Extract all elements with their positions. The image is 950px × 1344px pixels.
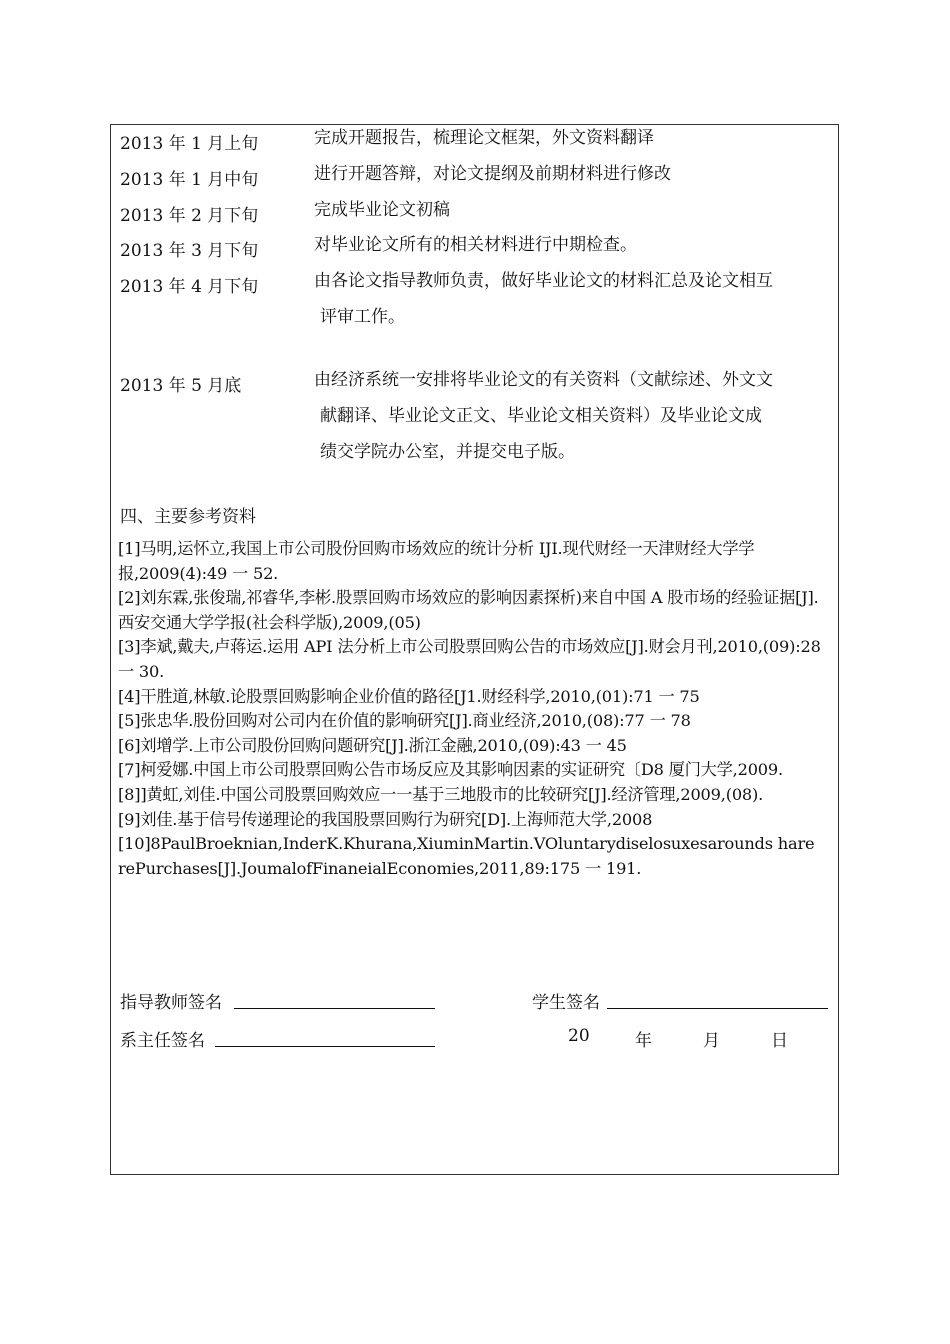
year-label: 年 — [635, 1031, 652, 1051]
task-line: 完成毕业论文初稿 — [314, 200, 450, 220]
schedule-task — [314, 362, 834, 470]
reference-item: [10]8PaulBroeknian,InderK.Khurana,XiuminMartin.VOluntarydiselosuxesarounds hare rePurchases[J].JoumalofFinaneialEconomies,2011,89:175 一 191. — [118, 834, 815, 878]
director-signature-line[interactable] — [215, 1046, 435, 1047]
director-signature-label: 系主任签名 — [120, 1031, 205, 1051]
schedule-date: 2013 年 3 月下旬 — [120, 241, 259, 261]
advisor-signature-label: 指导教师签名 — [120, 993, 222, 1013]
advisor-signature-line[interactable] — [234, 1008, 435, 1009]
schedule-task — [314, 263, 834, 335]
task-line: 完成开题报告，梳理论文框架，外文资料翻译 — [314, 128, 654, 148]
task-line: 由经济系统一安排将毕业论文的有关资料（文献综述、外文文 — [314, 370, 773, 390]
reference-item: [3]李斌,戴夫,卢蒋运.运用 API 法分析上市公司股票回购公告的市场效应[J].财会月刊,2010,(09):28 一 30. — [118, 637, 821, 681]
schedule-task — [314, 227, 834, 263]
task-line: 对毕业论文所有的相关材料进行中期检查。 — [314, 235, 637, 255]
references-heading: 四、主要参考资料 — [120, 507, 256, 527]
references-list — [118, 537, 833, 881]
reference-item: [2]刘东霖,张俊瑞,祁睿华,李彬.股票回购市场效应的影响因素探析)来自中国 A 股市场的经验证据[J].西安交通大学学报(社会科学版),2009,(05) — [118, 588, 819, 632]
date-year-prefix: 20 — [568, 1026, 590, 1046]
schedule-date: 2013 年 1 月中旬 — [120, 170, 259, 190]
task-line: 由各论文指导教师负责，做好毕业论文的材料汇总及论文相互 — [314, 271, 773, 291]
month-label: 月 — [703, 1031, 720, 1051]
task-line: 进行开题答辩，对论文提纲及前期材料进行修改 — [314, 164, 671, 184]
task-line: 绩交学院办公室，并提交电子版。 — [320, 442, 575, 462]
task-line: 评审工作。 — [320, 307, 405, 327]
schedule-date: 2013 年 1 月上旬 — [120, 134, 259, 154]
schedule-task — [314, 120, 834, 156]
schedule-date: 2013 年 4 月下旬 — [120, 277, 259, 297]
reference-item: [6]刘增学.上市公司股份回购问题研究[J].浙江金融,2010,(09):43 一 45 — [118, 735, 627, 755]
day-label: 日 — [771, 1031, 788, 1051]
schedule-date: 2013 年 5 月底 — [120, 376, 242, 396]
schedule-date: 2013 年 2 月下旬 — [120, 206, 259, 226]
student-signature-label: 学生签名 — [532, 993, 600, 1013]
reference-item: [9]刘佳.基于信号传递理论的我国股票回购行为研究[D].上海师范大学,2008 — [118, 809, 653, 829]
schedule-task — [314, 156, 834, 192]
schedule-task — [314, 192, 834, 228]
task-line: 献翻译、毕业论文正文、毕业论文相关资料）及毕业论文成 — [320, 406, 762, 426]
reference-item: [1]马明,运怀立,我国上市公司股份回购市场效应的统计分析 IJI.现代财经一天津财经大学学报,2009(4):49 一 52. — [118, 539, 755, 583]
reference-item: [8]]黄虹,刘佳.中国公司股票回购效应一一基于三地股市的比较研究[J].经济管理,2009,(08). — [118, 784, 764, 804]
reference-item: [7]柯爱娜.中国上市公司股票回购公告市场反应及其影响因素的实证研究〔D8 厦门大学,2009. — [118, 760, 783, 780]
reference-item: [5]张忠华.股份回购对公司内在价值的影响研究[J].商业经济,2010,(08):77 一 78 — [118, 711, 691, 731]
reference-item: [4]干胜道,林敏.论股票回购影响企业价值的路径[J1.财经科学,2010,(01):71 一 75 — [118, 686, 700, 706]
student-signature-line[interactable] — [607, 1008, 828, 1009]
